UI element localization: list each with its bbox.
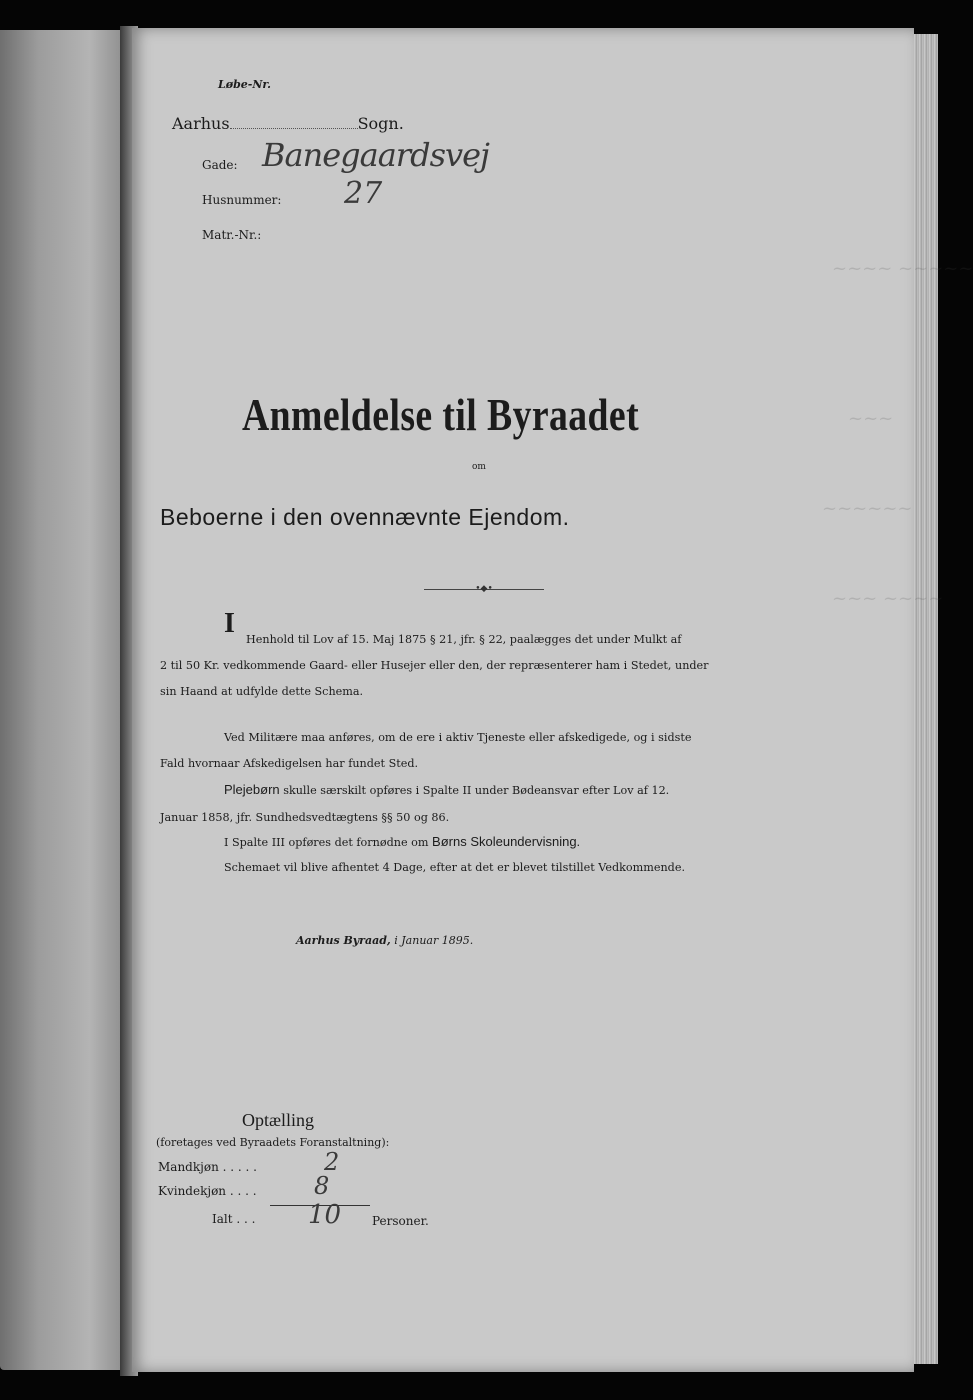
sogn-label: Sogn. (357, 114, 404, 133)
show-through: ~~~ ~~~~ (832, 588, 944, 609)
show-through: ~~~ (848, 408, 894, 429)
p3-line2: Januar 1858, jfr. Sundhedsvedtægtens §§ 50 og 86. (160, 811, 450, 824)
paragraph-1 (160, 608, 810, 699)
show-through: ~~~~ ~~~~~ (832, 258, 973, 279)
title-om: om (472, 462, 486, 472)
census-heading: Optælling (242, 1110, 315, 1130)
left-facing-page (0, 30, 128, 1370)
gade-handwritten-value: Banegaardsvej (262, 136, 489, 174)
p3-line1-rest: skulle særskilt opføres i Spalte II under Bødeansvar efter Lov af 12. (283, 784, 670, 797)
ialt-handwritten-value: 10 (308, 1200, 342, 1230)
husnummer-handwritten-value: 27 (344, 176, 383, 211)
ornament-divider: •◆• (424, 589, 544, 592)
ialt-label: Ialt (212, 1212, 233, 1226)
page-subtitle: Beboerne i den ovennævnte Ejendom. (160, 504, 570, 530)
kvindekjon-label: Kvindekjøn (158, 1184, 227, 1198)
document-page (132, 28, 973, 1372)
mandkjon-row: Mandkjøn . . . . . (158, 1160, 257, 1174)
signature-line (296, 934, 473, 947)
gade-label: Gade: (202, 158, 238, 172)
husnummer-label: Husnummer: (202, 193, 282, 207)
personer-label: Personer. (372, 1214, 429, 1228)
paragraph-3-line1 (224, 782, 669, 798)
p3-emphasis: Plejebørn (224, 782, 280, 797)
census-note: (foretages ved Byraadets Foranstaltning): (156, 1136, 390, 1149)
kvindekjon-handwritten-value: 8 (314, 1172, 330, 1200)
p1-line3: sin Haand at udfylde dette Schema. (160, 685, 364, 698)
sogn-blank (230, 128, 358, 129)
paragraph-4 (224, 834, 580, 850)
drop-cap: I (224, 608, 235, 639)
p4-emphasis: Børns Skoleundervisning. (432, 834, 581, 849)
p1-line2: 2 til 50 Kr. vedkommende Gaard- eller Husejer eller den, der repræsenterer ham i Stedet, under (160, 659, 709, 672)
ialt-row: Ialt . . . (212, 1212, 256, 1226)
p4-start: I Spalte III opføres det fornødne om (224, 836, 429, 849)
paragraph-5: Schemaet vil blive afhentet 4 Dage, efter at det er blevet tilstillet Vedkommende. (224, 861, 686, 874)
city-name: Aarhus (172, 114, 230, 133)
kvindekjon-row: Kvindekjøn . . . . (158, 1184, 257, 1198)
page-title: Anmeldelse til Byraadet (242, 389, 640, 440)
show-through: ~~~~~~ (822, 498, 913, 519)
mandkjon-handwritten-value: 2 (324, 1148, 340, 1176)
matr-nr-label: Matr.-Nr.: (202, 228, 262, 242)
p2-line2: Fald hvornaar Afskedigelsen har fundet Sted. (160, 757, 419, 770)
city-line (172, 114, 404, 133)
lobe-nr-label: Løbe-Nr. (218, 78, 271, 91)
signature-byraad: Aarhus Byraad, (296, 934, 391, 947)
signature-date: i Januar 1895. (394, 934, 474, 947)
p2-line1: Ved Militære maa anføres, om de ere i aktiv Tjeneste eller afskedigede, og i sidste (224, 731, 692, 744)
mandkjon-label: Mandkjøn (158, 1160, 219, 1174)
p1-line1: Henhold til Lov af 15. Maj 1875 § 21, jfr. § 22, paalægges det under Mulkt af (246, 633, 682, 646)
